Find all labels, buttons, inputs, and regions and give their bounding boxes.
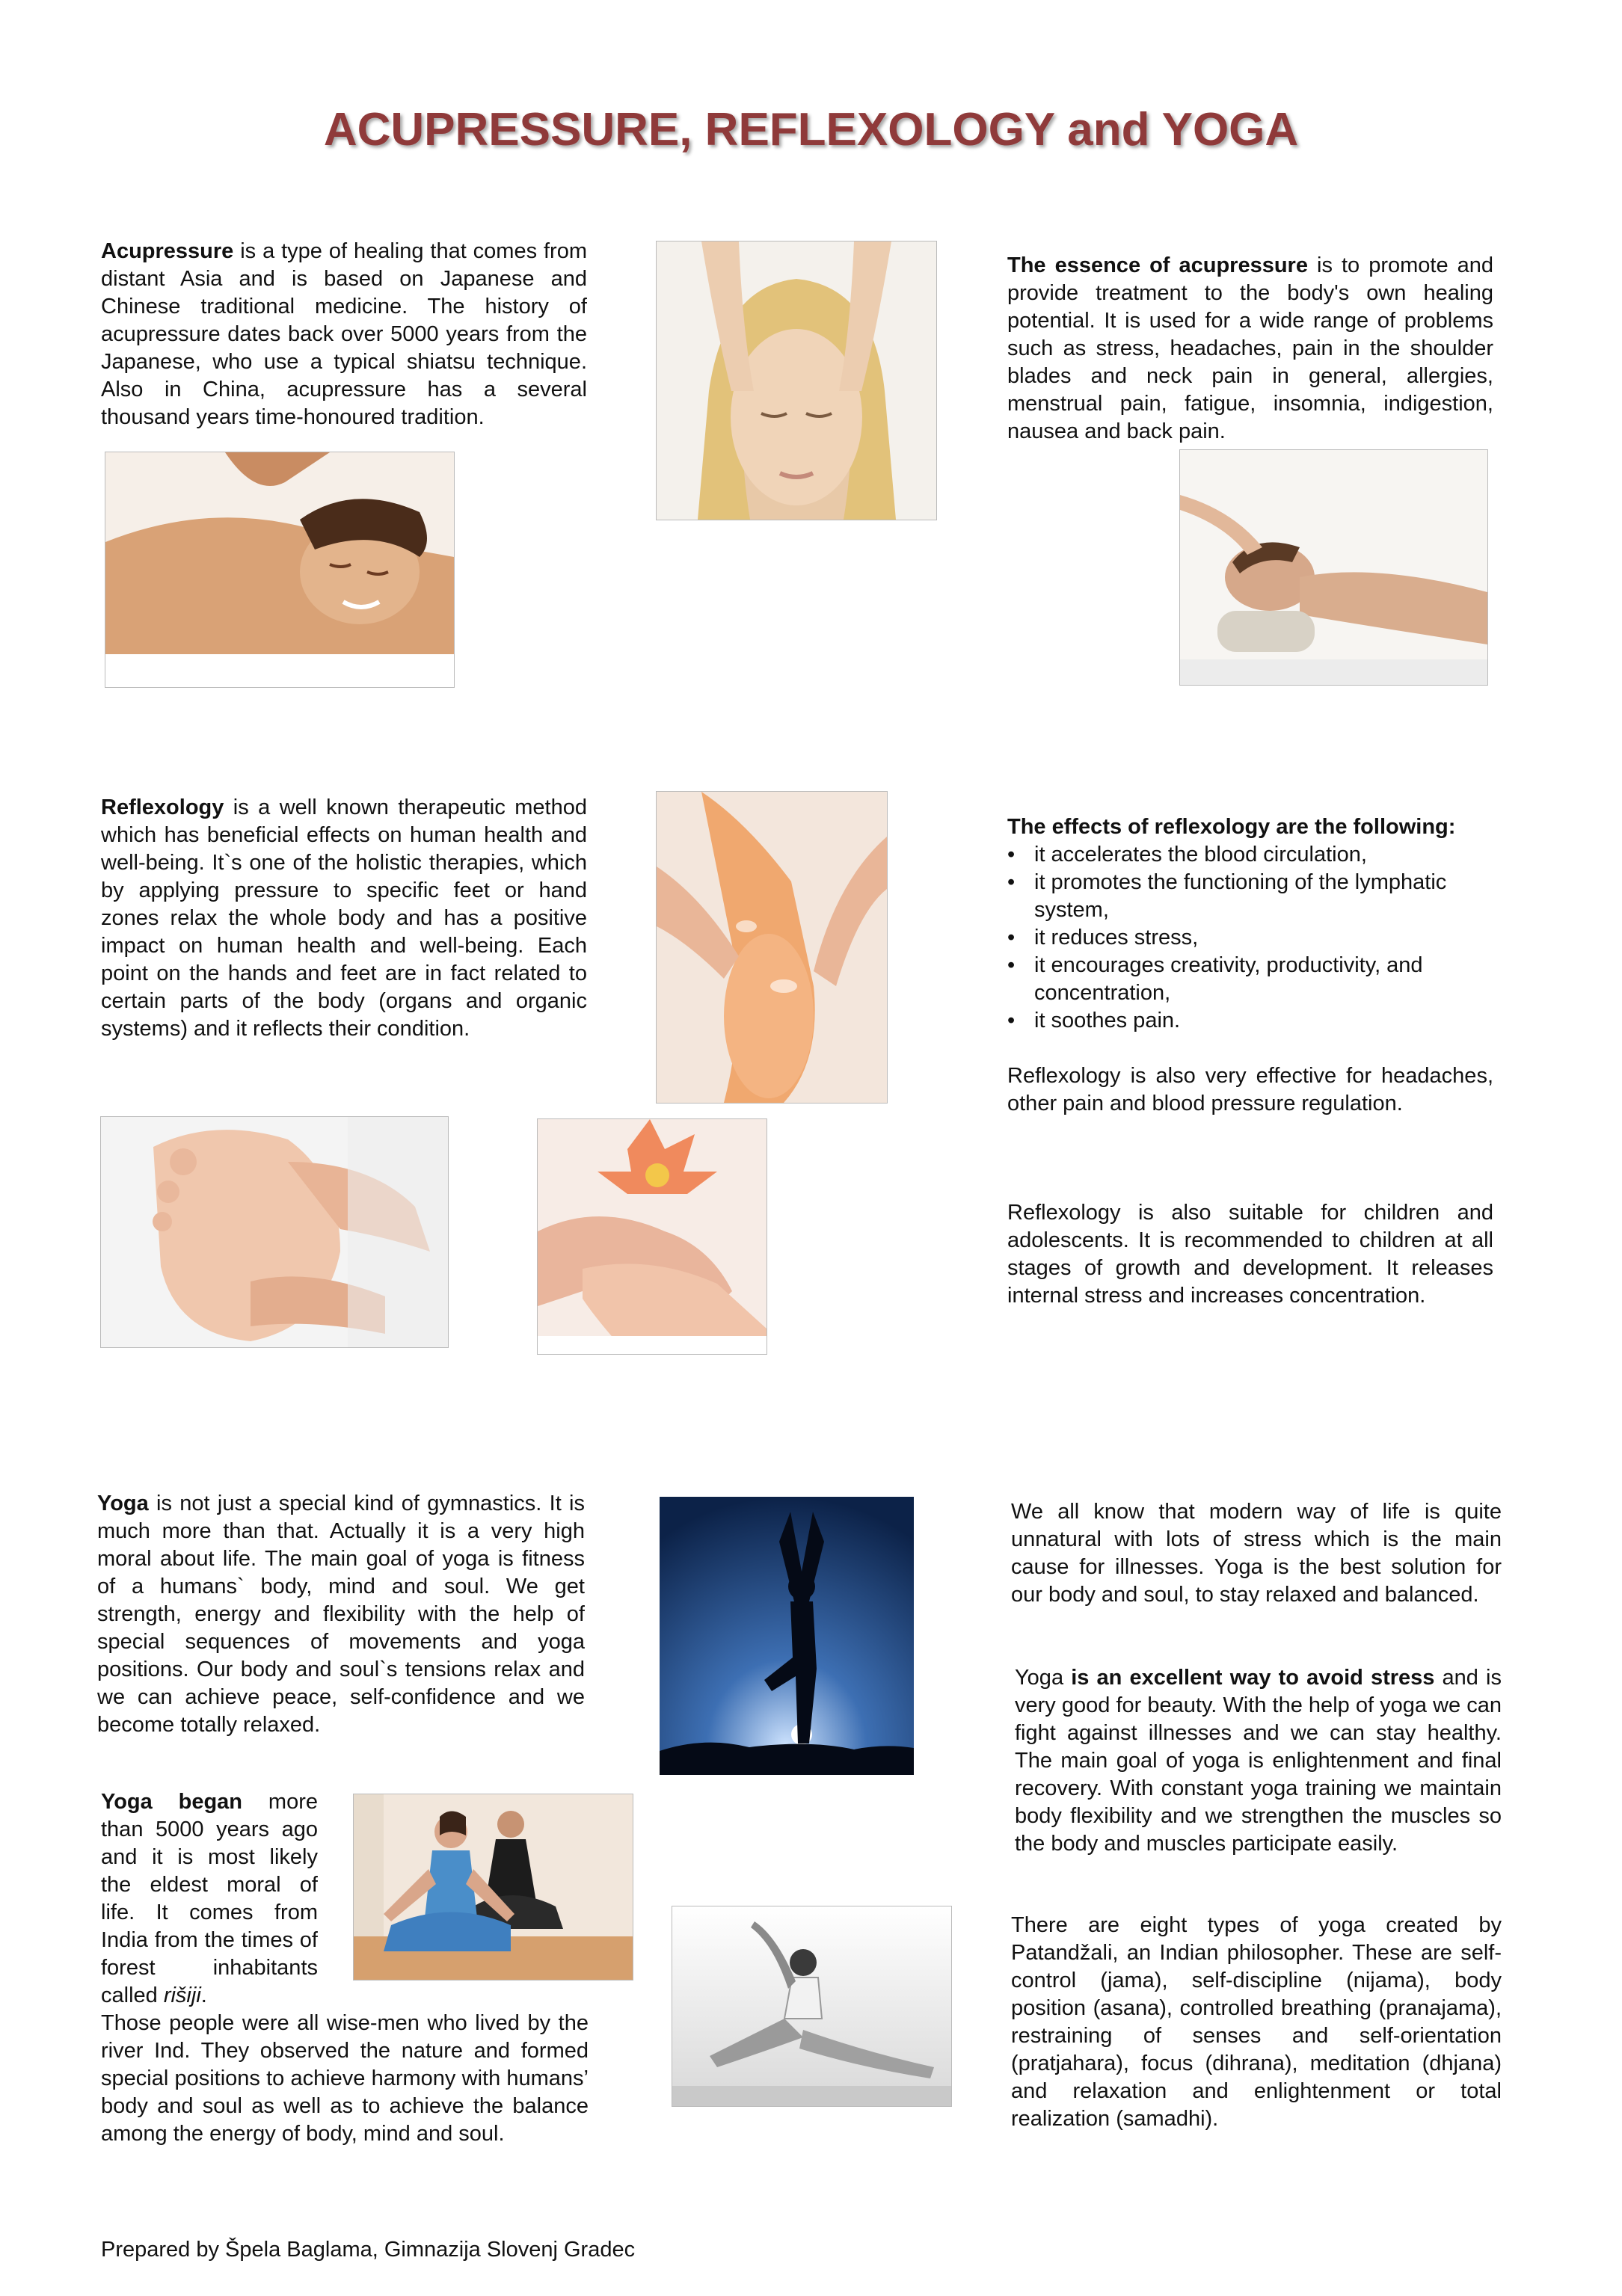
yoga-silhouette-photo — [660, 1497, 914, 1775]
essence-paragraph — [1007, 252, 1493, 446]
effects-item: • it soothes pain. — [1007, 1007, 1493, 1035]
effects-heading: The effects of reflexology are the following: — [1007, 815, 1456, 839]
reflexology-paragraph — [101, 794, 587, 1043]
reflexology-lead: Reflexology — [101, 795, 224, 819]
back-massage-photo — [105, 452, 455, 688]
footer-credit: Prepared by Špela Baglama, Gimnazija Slovenj Gradec — [101, 2238, 636, 2262]
yoga-began-end: . — [200, 1983, 207, 2007]
yoga-began-paragraph-2: Those people were all wise-men who lived by the river Ind. They observed the nature and formed special positions to achieve harmony with humans’ body and soul as well as to achieve the balance among the energy of body, mind and soul. — [101, 2011, 589, 2146]
excellent-paragraph — [1015, 1664, 1502, 1858]
yoga-lead: Yoga — [97, 1492, 149, 1515]
foot-oil-massage-photo — [656, 791, 888, 1104]
excellent-text: and is very good for beauty. With the help of yoga we can fight against illnesses and we can stay healthy. The main goal of yoga is enlightenment and final recovery. With constant yoga training we maintain body flexibility and we strengthen the muscles so the body and muscles participate easily. — [1015, 1666, 1502, 1856]
yoga-began-italic: rišiji — [163, 1983, 201, 2007]
essence-text: is to promote and provide treatment to the body's own healing potential. It is used for a wide range of problems such as stress, headaches, pain in the shoulder blades and neck pain in general, allergies, menstrual pain, fatigue, insomnia, indigestion, nausea and back pain. — [1007, 253, 1493, 443]
types-paragraph: There are eight types of yoga created by Patandžali, an Indian philosopher. These are self-control (jama), self-discipline (nijama), body position (asana), controlled breathing (pranajama), restraining of senses and self-orientation (pratjahara), focus (dihrana), meditation (dhjana) and relaxation and enlightenment or total realization (samadhi). — [1011, 1913, 1502, 2131]
foot-sole-photo — [100, 1116, 449, 1348]
man-head-massage-photo — [1179, 449, 1488, 686]
essence-lead: The essence of acupressure — [1007, 253, 1308, 277]
yoga-began-lead: Yoga began — [101, 1790, 243, 1814]
effects-item: • it reduces stress, — [1007, 924, 1493, 952]
hand-lotus-photo — [537, 1118, 767, 1355]
page-title: ACUPRESSURE, REFLEXOLOGY and YOGA — [323, 104, 1299, 156]
yoga-began-paragraph — [101, 1788, 318, 2010]
effects-item: • it encourages creativity, productivity, and concentration, — [1007, 952, 1493, 1007]
acupressure-lead: Acupressure — [101, 239, 234, 263]
acupressure-text: is a type of healing that comes from distant Asia and is based on Japanese and Chinese traditional medicine. The history of acupressure dates back over 5000 years from the Japanese, who use a typical shiatsu technique. Also in China, acupressure has a several thousand years time-honoured tradition. — [101, 239, 587, 429]
effects-list — [1007, 841, 1493, 1035]
yoga-began-text: more than 5000 years ago and it is most likely the eldest moral of life. It comes from India from the times of forest inhabitants called — [101, 1790, 318, 2007]
excellent-bold: is an excellent way to avoid stress — [1071, 1666, 1435, 1690]
yoga-text: is not just a special kind of gymnastics. It is much more than that. Actually it is a very high moral about life. The main goal of yoga is fitness of a humans` body, mind and soul. We get strength, energy and flexibility with the help of special sequences of movements and yoga positions. Our body and soul`s tensions relax and we can achieve peace, self-confidence and we become totally relaxed. — [97, 1492, 585, 1737]
effects-extra: Reflexology is also very effective for headaches, other pain and blood pressure regulation. — [1007, 1064, 1493, 1115]
meditation-photo — [353, 1794, 633, 1980]
effects-item: • it promotes the functioning of the lymphatic system, — [1007, 869, 1493, 924]
stretching-photo — [672, 1906, 952, 2107]
excellent-pre: Yoga — [1015, 1666, 1072, 1690]
modern-paragraph: We all know that modern way of life is quite unnatural with lots of stress which is the main cause for illnesses. Yoga is the best solution for our body and soul, to stay relaxed and balanced. — [1011, 1500, 1502, 1607]
acupressure-paragraph — [101, 238, 587, 431]
effects-item: • it accelerates the blood circulation, — [1007, 841, 1493, 869]
yoga-paragraph — [97, 1490, 585, 1739]
reflexology-text: is a well known therapeutic method which has beneficial effects on human health and well-being. It`s one of the holistic therapies, which by applying pressure to specific feet or hand zones relax the whole body and has a positive impact on human health and well-being. Each point on the hands and feet are in fact related to certain parts of the body (organs and organic systems) and it reflects their condition. — [101, 795, 587, 1041]
head-massage-photo — [656, 241, 937, 520]
effects-section — [1007, 813, 1493, 1118]
children-paragraph: Reflexology is also suitable for children and adolescents. It is recommended to children at all stages of growth and development. It releases internal stress and increases concentration. — [1007, 1201, 1493, 1308]
